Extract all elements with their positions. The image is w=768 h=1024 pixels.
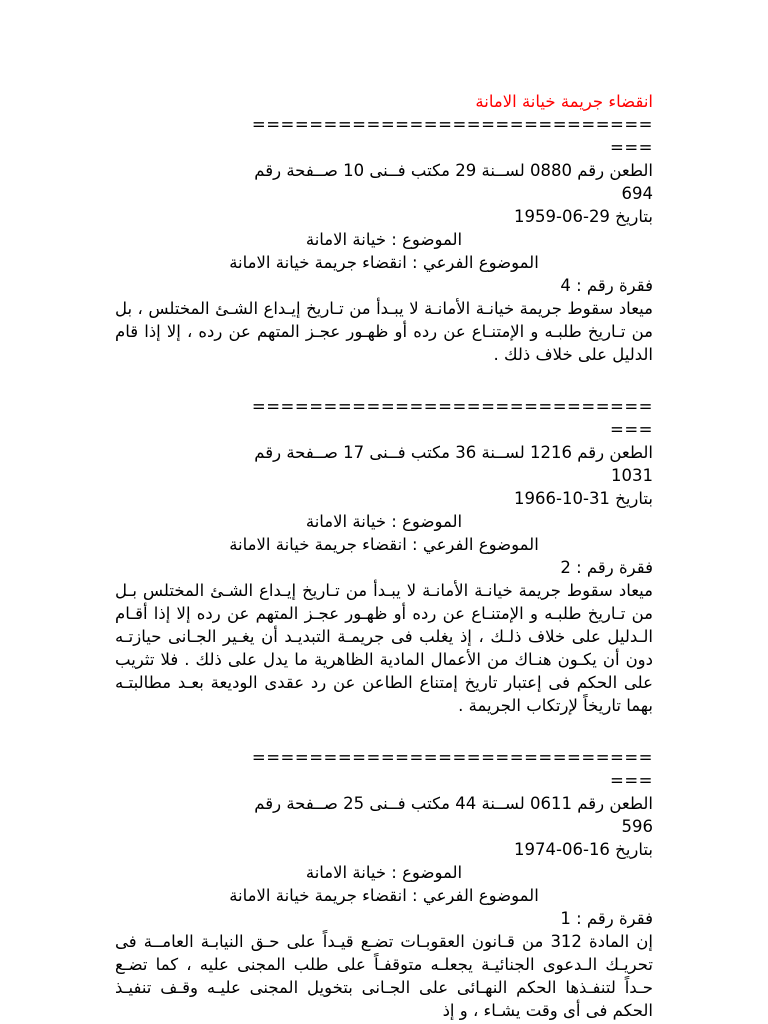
spacer xyxy=(115,366,653,395)
separator-line: ============================ xyxy=(251,748,653,767)
document-page xyxy=(115,90,653,1022)
separator-line: ============================ xyxy=(251,115,653,134)
ruling-text: إن المادة 312 من قـانون العقوبـات تضـع قيـداً على حـق النيابـة العامــة فى تحريـك الـدعوى الجنائيـة يجعلـه متوقفـاً على طلب المجنى عليه ، كما تضـع حـداً لتنفـذها الحكم النهـائى على الجـانى بتخويل المجنى عليـه وقـف تنفيـذ الحكم فى أى وقت يشـاء ، و إذ xyxy=(115,932,653,1020)
ruling-sub-subject: الموضوع الفرعي : انقضاء جريمة خيانة الامانة xyxy=(229,886,539,905)
separator-line-end: === xyxy=(610,138,653,157)
ruling-subject: الموضوع : خيانة الامانة xyxy=(305,863,463,882)
ruling-date: بتاريخ 29-06-1959 xyxy=(514,207,653,226)
ruling-entry xyxy=(115,113,653,366)
paragraph-number: فقرة رقم : 2 xyxy=(560,558,653,577)
paragraph-number: فقرة رقم : 1 xyxy=(560,909,653,928)
ruling-subject: الموضوع : خيانة الامانة xyxy=(305,230,463,249)
ruling-subject: الموضوع : خيانة الامانة xyxy=(305,512,463,531)
ruling-date: بتاريخ 31-10-1966 xyxy=(514,489,653,508)
document-title: انقضاء جريمة خيانة الامانة xyxy=(475,92,653,111)
page-number: 694 xyxy=(621,184,653,203)
page-number: 1031 xyxy=(611,466,653,485)
ruling-entry xyxy=(115,746,653,1022)
separator-line: ============================ xyxy=(251,397,653,416)
spacer xyxy=(115,717,653,746)
ruling-entry xyxy=(115,395,653,717)
ruling-date: بتاريخ 16-06-1974 xyxy=(514,840,653,859)
appeal-info: الطعن رقم 0611 لســنة 44 مكتب فــنى 25 صــفحة رقم xyxy=(254,794,653,813)
paragraph-number: فقرة رقم : 4 xyxy=(560,276,653,295)
ruling-sub-subject: الموضوع الفرعي : انقضاء جريمة خيانة الامانة xyxy=(229,253,539,272)
page-number: 596 xyxy=(621,817,653,836)
ruling-text: ميعاد سقوط جريمة خيانـة الأمانـة لا يبـدأ من تـاريخ إيـداع الشـئ المختلس ، بل من تـاريخ طلبـه و الإمتنـاع عن رده أو ظهـور عجـز المتهم عن رده ، إلا إذا قام الدليل على خلاف ذلك . xyxy=(115,299,653,364)
ruling-text: ميعاد سقوط جريمة خيانـة الأمانـة لا يبـدأ من تـاريخ إيـداع الشـئ المختلس بـل من تـاريخ طلبـه و الإمتنـاع عن رده أو ظهـور عجـز المتهم عن رده إلا إذا أقـام الـدليل على خلاف ذلـك ، إذ يغلب فى جريمـة التبديـد أن يغـير الجـانى حيازتـه دون أن يكـون هنـاك من الأعمال المادية الظاهرية ما يدل على ذلك . فلا تثريب على الحكم فى إعتبار تاريخ إمتناع الطاعن عن رد عقدى الوديعة بعـد مطالبتـه بهما تاريخاً لإرتكاب الجريمة . xyxy=(115,581,653,715)
separator-line-end: === xyxy=(610,771,653,790)
appeal-info: الطعن رقم 0880 لســنة 29 مكتب فــنى 10 صــفحة رقم xyxy=(254,161,653,180)
ruling-sub-subject: الموضوع الفرعي : انقضاء جريمة خيانة الامانة xyxy=(229,535,539,554)
separator-line-end: === xyxy=(610,420,653,439)
appeal-info: الطعن رقم 1216 لســنة 36 مكتب فــنى 17 صــفحة رقم xyxy=(254,443,653,462)
